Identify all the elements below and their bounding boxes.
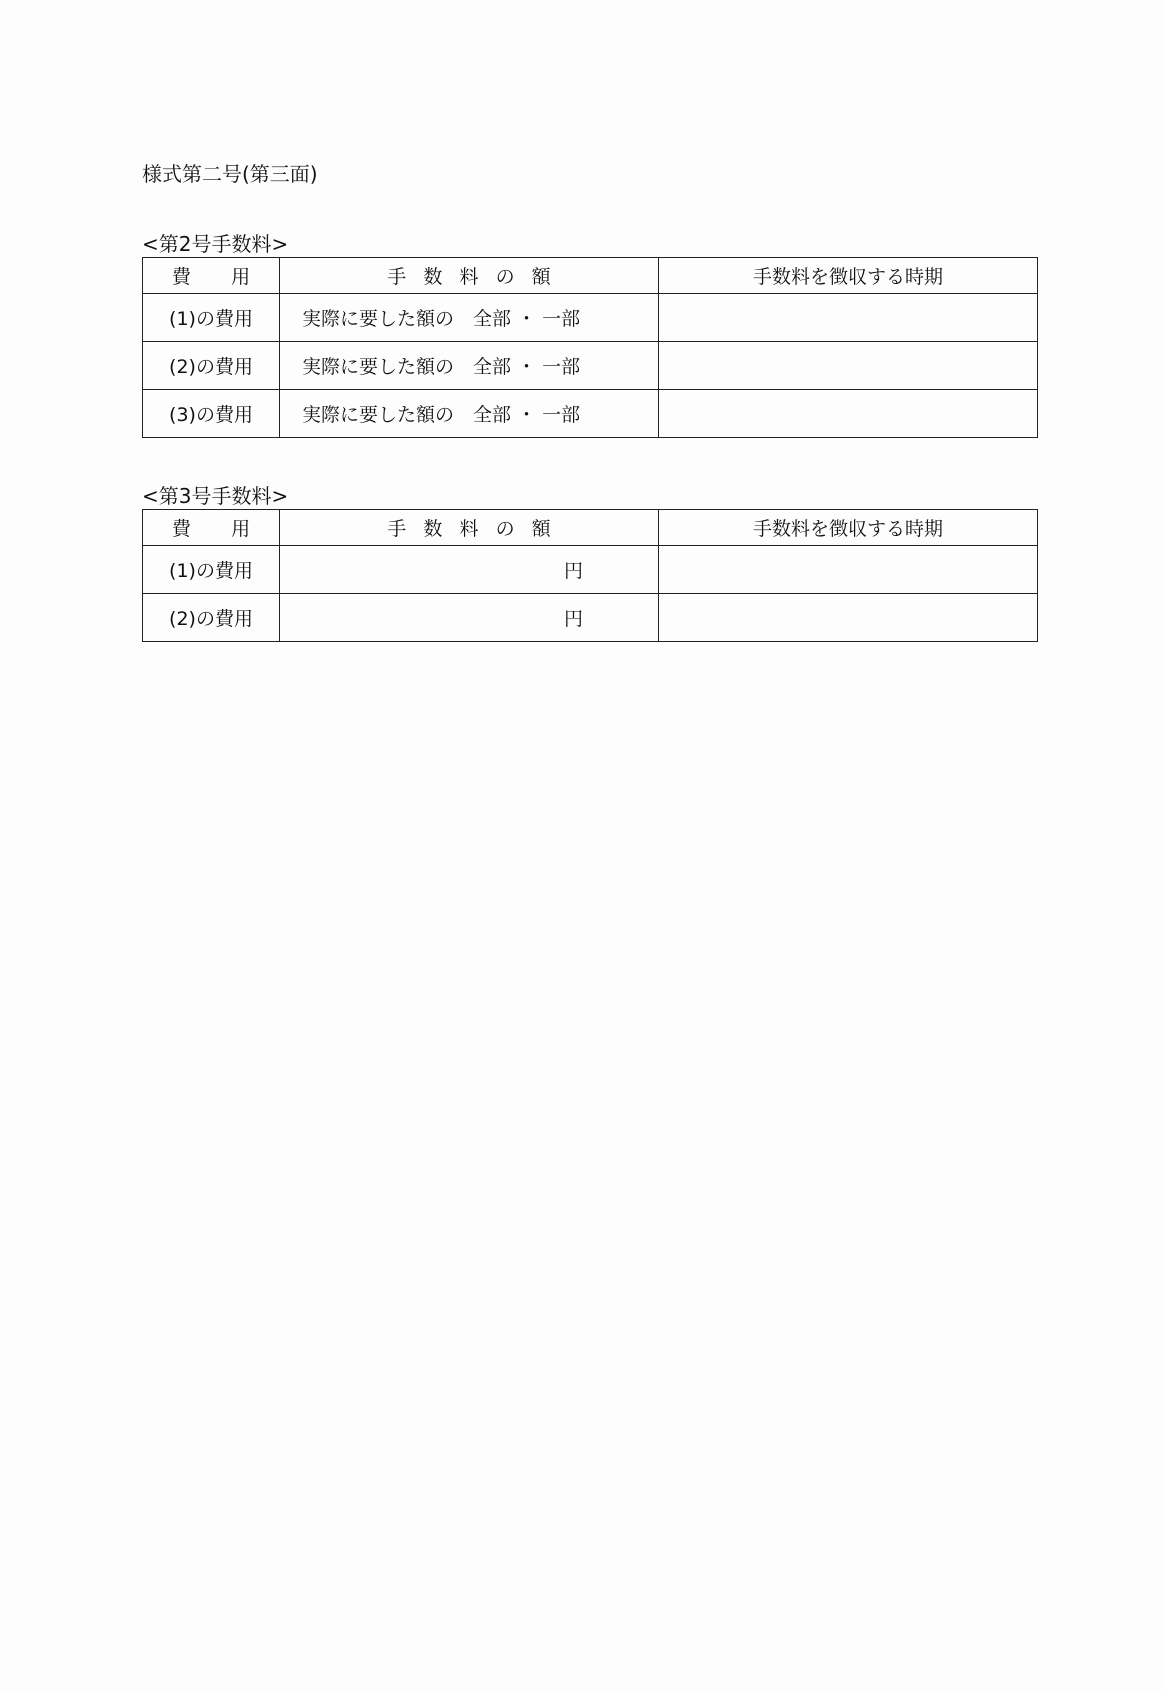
cost-cell: (2)の費用 [143,342,280,390]
table-row [143,594,1038,642]
timing-cell[interactable] [659,594,1038,642]
cost-cell: (2)の費用 [143,594,280,642]
table-row [143,294,1038,342]
section-heading-3: <第3号手数料> [142,484,289,508]
timing-cell[interactable] [659,342,1038,390]
cost-cell: (1)の費用 [143,546,280,594]
amount-cell: 実際に要した額の 全部 ・ 一部 [280,390,659,438]
header-cost: 費 用 [143,258,280,294]
amount-cell: 実際に要した額の 全部 ・ 一部 [280,342,659,390]
table-header-row [143,510,1038,546]
timing-cell[interactable] [659,294,1038,342]
fee-table-3 [142,509,1038,642]
amount-cell: 実際に要した額の 全部 ・ 一部 [280,294,659,342]
cost-cell: (3)の費用 [143,390,280,438]
timing-cell[interactable] [659,546,1038,594]
table-row [143,390,1038,438]
header-amount: 手数料の額 [280,258,659,294]
header-timing: 手数料を徴収する時期 [659,258,1038,294]
table-row [143,546,1038,594]
header-timing: 手数料を徴収する時期 [659,510,1038,546]
amount-cell[interactable]: 円 [280,546,659,594]
header-cost: 費 用 [143,510,280,546]
section-heading-2: <第2号手数料> [142,232,289,256]
table-row [143,342,1038,390]
fee-table-2 [142,257,1038,438]
cost-cell: (1)の費用 [143,294,280,342]
form-title: 様式第二号(第三面) [142,162,318,186]
timing-cell[interactable] [659,390,1038,438]
amount-cell[interactable]: 円 [280,594,659,642]
header-amount: 手数料の額 [280,510,659,546]
table-header-row [143,258,1038,294]
